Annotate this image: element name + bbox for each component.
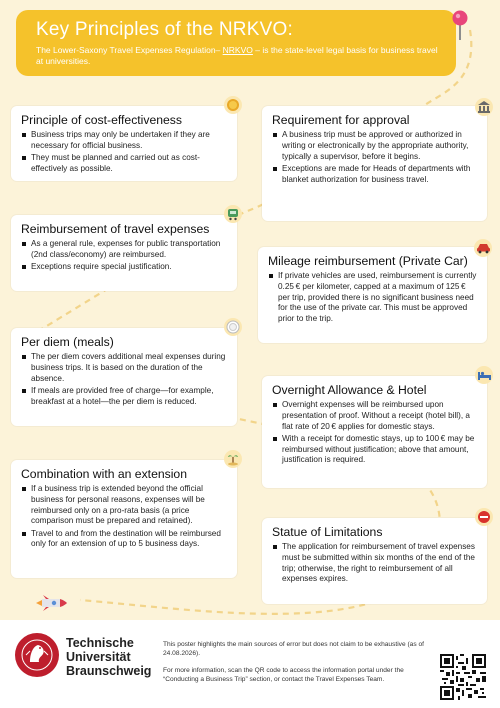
plate-icon [224,318,242,336]
page-title: Key Principles of the NRKVO: [36,19,293,40]
list-item: Travel to and from the destination will be reimbursed only for an extension of up to 5 business days. [21,529,229,551]
building-icon [475,98,493,116]
card-list [21,352,229,407]
card-list [272,130,479,185]
card-title: Reimbursement of travel expenses [21,222,210,236]
card-list [21,239,229,273]
header-banner [16,10,456,76]
card-list [21,484,229,550]
card-list [268,271,479,325]
subtitle-text: The Lower-Saxony Travel Expenses Regulation– [36,45,223,55]
page-subtitle [36,45,438,67]
list-item: The application for reimbursement of travel expenses must be submitted within six months of the end of the trip; otherwise, the right to reimbursement of all expenses expires. [272,542,479,585]
card-title: Statue of Limitations [272,525,383,539]
list-item: If a business trip is extended beyond the official business for personal reasons, expenses will be reimbursed only on a pro-rata basis (a price comparison must be prepared and retained). [21,484,229,527]
list-item: A business trip must be approved or authorized in writing or electronically by the appropriate authority, typically a supervisor, before it begins. [272,130,479,162]
card-title: Mileage reimbursement (Private Car) [268,254,468,268]
card-title: Combination with an extension [21,467,187,481]
footer-text [163,641,433,684]
list-item: The per diem covers additional meal expenses during business trips. It is based on the duration of the absence. [21,352,229,384]
card-title: Per diem (meals) [21,335,114,349]
list-item: They must be planned and carried out as cost-effectively as possible. [21,153,229,175]
card-statue-limitations [262,518,487,604]
rocket-icon [34,594,68,612]
university-seal-logo [14,632,60,678]
list-item: Exceptions require special justification. [21,262,229,273]
university-name-line: Universität [66,650,131,664]
list-item: Business trips may only be undertaken if they are necessary for official business. [21,130,229,152]
qr-code[interactable] [440,654,486,700]
list-item: If meals are provided free of charge—for example, breakfast at a hotel—the per diem is reduced. [21,386,229,408]
card-mileage-reimbursement [258,247,487,343]
palm-island-icon [224,450,242,468]
university-name [66,636,151,678]
list-item: If private vehicles are used, reimbursement is currently 0.25 € per kilometer, capped at a maximum of 125 € per trip, provided there is no significant business need for the use of the private car. This must be approved prior to the trip. [268,271,479,325]
info-text: For more information, scan the QR code to access the information portal under the “Conducting a Business Trip” section, or contact the Travel Expenses Team. [163,667,404,683]
card-combination-extension [11,460,237,578]
list-item: With a receipt for domestic stays, up to 100 € may be reimbursed without justification; above that amount, justification is required. [272,434,479,466]
card-cost-effectiveness [11,106,237,181]
coin-icon [224,96,242,114]
list-item: As a general rule, expenses for public transportation (2nd class/economy) are reimbursed. [21,239,229,261]
university-name-line: Braunschweig [66,664,152,678]
card-list [272,542,479,585]
bed-icon [475,366,493,384]
card-list [21,130,229,175]
nrkvo-link[interactable]: NRKVO [222,45,253,55]
list-item: Overnight expenses will be reimbursed upon presentation of proof. Without a receipt (hotel bill), a flat rate of 20 € applies for domestic stays. [272,400,479,432]
card-per-diem [11,328,237,426]
subtitle-text-end: – is the state-level legal basis for business travel at universities. [36,45,438,66]
disclaimer-text: This poster highlights the main sources of error but does not claim to be exhaustive (as of 24.08.2026). [163,641,424,657]
card-title: Requirement for approval [272,113,410,127]
train-icon [224,205,242,223]
map-pin-icon [450,8,470,42]
list-item: Exceptions are made for Heads of departments with blanket authorization for business travel. [272,164,479,186]
card-overnight-allowance [262,376,487,488]
no-entry-icon [475,508,493,526]
footer [0,620,500,708]
car-icon [474,239,492,257]
card-title: Principle of cost-effectiveness [21,113,182,127]
card-reimbursement-travel [11,215,237,291]
university-name-line: Technische [66,636,134,650]
card-title: Overnight Allowance & Hotel [272,383,427,397]
card-list [272,400,479,466]
card-requirement-approval [262,106,487,221]
